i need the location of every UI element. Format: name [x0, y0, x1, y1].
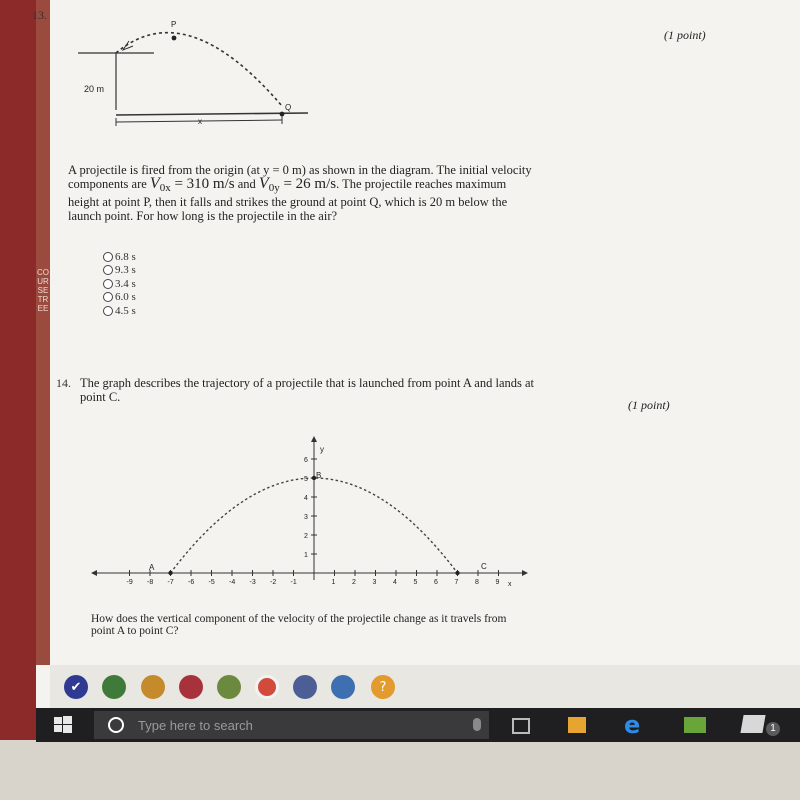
label-a: A — [149, 563, 155, 572]
target-icon[interactable] — [255, 675, 279, 699]
vx-subscript: 0x — [159, 182, 171, 194]
y-tick-label: 5 — [304, 476, 308, 483]
x-tick-label: 4 — [393, 579, 397, 586]
task-view-icon[interactable] — [512, 718, 530, 734]
help-icon[interactable] — [371, 675, 395, 699]
y-axis-label: y — [320, 445, 324, 454]
vy-symbol: V — [258, 175, 269, 192]
question-13-diagram — [76, 16, 316, 131]
question-13-line-3: height at point P, then it falls and strikes the ground at point Q, which is 20 m below the — [68, 195, 508, 209]
vx-symbol: V — [149, 175, 160, 192]
search-placeholder: Type here to search — [138, 718, 253, 733]
label-c: C — [481, 562, 487, 571]
ground-line — [116, 113, 308, 115]
option-5[interactable] — [103, 304, 136, 318]
x-tick-label: 2 — [352, 579, 356, 586]
and-text: and — [234, 177, 259, 191]
label-height: 20 m — [84, 84, 105, 94]
x-axis-label: x — [508, 581, 512, 588]
app-icon[interactable] — [684, 717, 706, 733]
question-13-line-4: launch point. For how long is the projectile in the air? — [68, 209, 338, 223]
help-glyph: ? — [379, 679, 387, 695]
option-4-radio[interactable] — [103, 292, 113, 302]
notification-badge: 1 — [766, 722, 780, 736]
leaf-icon[interactable] — [102, 675, 126, 699]
option-1-radio[interactable] — [103, 252, 113, 262]
question-14-number: 14. — [56, 376, 71, 390]
option-3-label: 3.4 s — [115, 277, 136, 290]
option-2-label: 9.3 s — [115, 264, 136, 277]
printer-icon[interactable] — [331, 675, 355, 699]
x-tick-label: 8 — [475, 579, 479, 586]
question-14-followup — [91, 613, 651, 637]
question-14-line-1: The graph describes the trajectory of a projectile that is launched from point A and lands at — [80, 376, 535, 390]
course-tree-label: COURSE TREE — [37, 268, 49, 313]
check-icon[interactable] — [64, 675, 88, 699]
option-3-radio[interactable] — [103, 279, 113, 289]
label-p: P — [171, 20, 177, 29]
option-5-label: 4.5 s — [115, 304, 136, 317]
x-axis-arrow-left — [91, 570, 97, 576]
x-tick-marks — [127, 570, 500, 586]
question-13-number: 13. — [32, 8, 47, 22]
point-a — [168, 571, 172, 575]
x-tick-label: -4 — [229, 579, 236, 586]
x-tick-label: 3 — [372, 579, 377, 586]
microphone-icon[interactable] — [473, 718, 481, 731]
question-14-line-2: point C. — [80, 390, 121, 404]
windows-start-icon[interactable] — [54, 716, 72, 734]
option-3[interactable] — [103, 277, 136, 291]
screen — [32, 0, 800, 742]
question-13-components-label: components are — [68, 177, 150, 191]
vx-value: = 310 m/s — [170, 176, 235, 192]
edge-icon[interactable]: e — [624, 711, 641, 739]
x-tick-label: -6 — [188, 579, 195, 586]
option-5-radio[interactable] — [103, 306, 113, 316]
x-tick-label: -1 — [290, 579, 297, 586]
pin-icon[interactable] — [179, 675, 203, 699]
question-13-options — [103, 250, 136, 318]
x-tick-label: 5 — [413, 579, 418, 586]
y-tick-label: 3 — [304, 514, 308, 521]
cortana-icon[interactable] — [108, 717, 124, 733]
x-tick-label: -2 — [270, 579, 277, 586]
x-tick-label: -8 — [147, 579, 154, 586]
question-14-points: (1 point) — [628, 398, 670, 412]
monitor-bezel-left — [0, 0, 38, 740]
windows-taskbar — [36, 708, 800, 742]
followup-line-2: point A to point C? — [91, 625, 179, 637]
question-13-line-2-end: . The projectile reaches maximum — [336, 177, 507, 191]
x-tick-label: 9 — [495, 579, 500, 586]
label-q: Q — [285, 103, 292, 112]
y-tick-label: 4 — [304, 495, 308, 502]
y-tick-label: 6 — [304, 457, 308, 464]
question-13-points: (1 point) — [664, 28, 706, 42]
x-tick-label: -5 — [208, 579, 215, 586]
keyboard-icon[interactable] — [293, 675, 317, 699]
x-tick-label: 7 — [454, 579, 459, 586]
check-glyph: ✔ — [70, 679, 82, 695]
x-tick-label: -3 — [249, 579, 256, 586]
option-4-label: 6.0 s — [115, 291, 136, 304]
question-13-text — [68, 163, 668, 223]
y-axis-arrow — [311, 436, 317, 442]
label-x: x — [198, 117, 202, 126]
vy-subscript: 0y — [268, 182, 280, 194]
question-14-text — [80, 376, 620, 404]
question-13-line-1: A projectile is fired from the origin (at y = 0 m) as shown in the diagram. The initial velocity — [68, 163, 532, 177]
monitor-bezel-bottom — [0, 740, 800, 800]
projectile-path — [116, 33, 282, 106]
globe-icon[interactable] — [141, 675, 165, 699]
option-2[interactable] — [103, 264, 136, 278]
option-4[interactable] — [103, 291, 136, 305]
vy-value: = 26 m/s — [279, 176, 337, 192]
x-tick-label: 6 — [434, 579, 438, 586]
taskbar-search-box[interactable] — [94, 711, 489, 739]
option-2-radio[interactable] — [103, 265, 113, 275]
option-1-label: 6.8 s — [115, 250, 136, 263]
x-tick-label: -9 — [126, 579, 133, 586]
question-13-line-2 — [68, 177, 668, 195]
course-tree-strip[interactable] — [36, 0, 50, 665]
label-b: B — [316, 471, 322, 480]
trajectory-graph — [90, 434, 530, 612]
followup-line-1: How does the vertical component of the velocity of the projectile change as it travels from — [91, 613, 507, 625]
x-tick-label: -7 — [167, 579, 174, 586]
x-axis-arrow — [522, 570, 528, 576]
school-icon[interactable] — [740, 715, 765, 733]
y-tick-label: 2 — [304, 533, 308, 540]
calculator-icon[interactable] — [217, 675, 241, 699]
point-p — [172, 36, 177, 41]
y-tick-label: 1 — [304, 552, 308, 559]
store-icon[interactable] — [568, 717, 586, 733]
point-q — [280, 112, 285, 117]
x-tick-label: 1 — [331, 579, 336, 586]
tools-toolbar — [50, 665, 800, 708]
point-c — [455, 571, 459, 575]
option-1[interactable] — [103, 250, 136, 264]
